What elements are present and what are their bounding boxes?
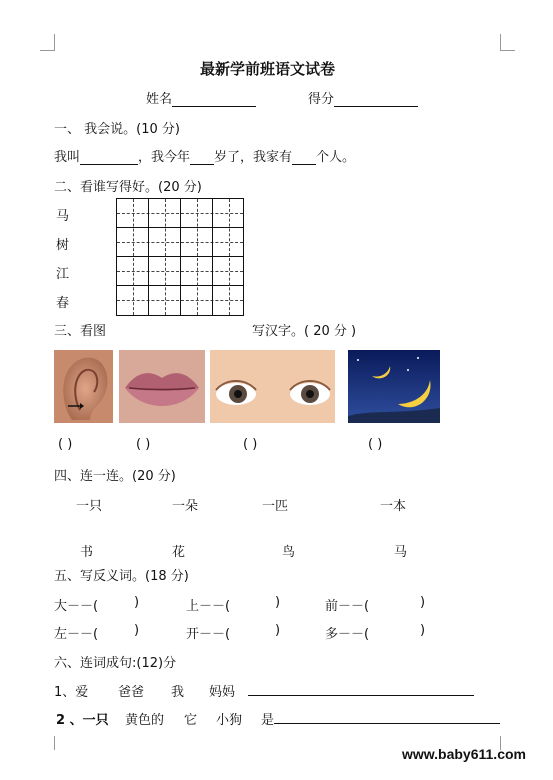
antonym-close: ) [420, 595, 426, 610]
char-label: 树 [56, 238, 70, 253]
antonym-close: ) [275, 623, 281, 638]
match-bottom-item[interactable]: 马 [394, 545, 408, 560]
antonym-item: 开－－( [186, 627, 231, 642]
answer-blank[interactable]: ( ) [368, 437, 383, 452]
match-top-item[interactable]: 一只 [76, 499, 103, 514]
antonym-item: 左－－( [54, 627, 99, 642]
antonym-item: 大－－( [54, 599, 99, 614]
section3-heading: 三、看图 [54, 324, 107, 339]
antonym-item: 上－－( [186, 599, 231, 614]
section1-line [54, 146, 355, 165]
eyes-image [210, 350, 335, 423]
name-label: 姓名 [146, 92, 173, 107]
corner-mark-bottom-left [54, 736, 56, 750]
sentence-answer-line[interactable] [248, 681, 474, 696]
corner-mark-top-right [500, 34, 515, 51]
word: 妈妈 [209, 685, 236, 700]
site-watermark: www.baby611.com [402, 746, 526, 762]
match-top-item[interactable]: 一朵 [172, 499, 199, 514]
section2-heading: 二、看谁写得好。(20 分) [54, 180, 202, 195]
section6-heading: 六、连词成句:(12)分 [54, 656, 177, 671]
match-bottom-item[interactable]: 鸟 [282, 545, 296, 560]
antonym-close: ) [275, 595, 281, 610]
char-label: 春 [56, 296, 70, 311]
ear-image [54, 350, 113, 423]
match-top-item[interactable]: 一匹 [262, 499, 289, 514]
section3-heading-right: 写汉字。( 20 分 ) [252, 324, 357, 339]
lips-image [119, 350, 205, 423]
name-field [146, 88, 256, 107]
answer-blank[interactable]: ( ) [243, 437, 258, 452]
word: 它 [184, 713, 198, 728]
corner-mark-top-left [40, 34, 55, 51]
writing-grid[interactable] [116, 198, 244, 316]
blank-name[interactable] [80, 150, 138, 165]
antonym-close: ) [134, 623, 140, 638]
moon-image [348, 350, 440, 423]
blank-age[interactable] [190, 150, 214, 165]
antonym-close: ) [420, 623, 426, 638]
sentence-answer-line[interactable] [274, 709, 500, 724]
text-part: 岁了，我家有 [214, 150, 293, 165]
blank-family[interactable] [292, 150, 316, 165]
text-part: 我叫 [54, 150, 81, 165]
score-label: 得分 [308, 92, 335, 107]
section5-heading: 五、写反义词。(18 分) [54, 569, 189, 584]
name-blank[interactable] [172, 92, 256, 107]
page-title: 最新学前班语文试卷 [200, 60, 336, 78]
word: 小狗 [216, 713, 243, 728]
text-part: 个人。 [316, 150, 356, 165]
answer-blank[interactable]: ( ) [58, 437, 73, 452]
word: 2 、一只 [56, 713, 109, 728]
word: 黄色的 [125, 713, 165, 728]
word: 是 [261, 713, 275, 728]
section4-heading: 四、连一连。(20 分) [54, 469, 176, 484]
section1-heading: 一、 我会说。(10 分) [54, 122, 180, 137]
antonym-item: 前－－( [325, 599, 370, 614]
score-field [308, 88, 418, 107]
word: 我 [171, 685, 185, 700]
word: 1、爱 [54, 685, 89, 700]
antonym-item: 多－－( [325, 627, 370, 642]
match-bottom-item[interactable]: 花 [172, 545, 186, 560]
char-label: 江 [56, 267, 70, 282]
score-blank[interactable] [334, 92, 418, 107]
match-top-item[interactable]: 一本 [380, 499, 407, 514]
char-label: 马 [56, 209, 70, 224]
word: 爸爸 [118, 685, 145, 700]
text-part: ，我今年 [138, 150, 191, 165]
answer-blank[interactable]: ( ) [136, 437, 151, 452]
antonym-close: ) [134, 595, 140, 610]
match-bottom-item[interactable]: 书 [80, 545, 94, 560]
